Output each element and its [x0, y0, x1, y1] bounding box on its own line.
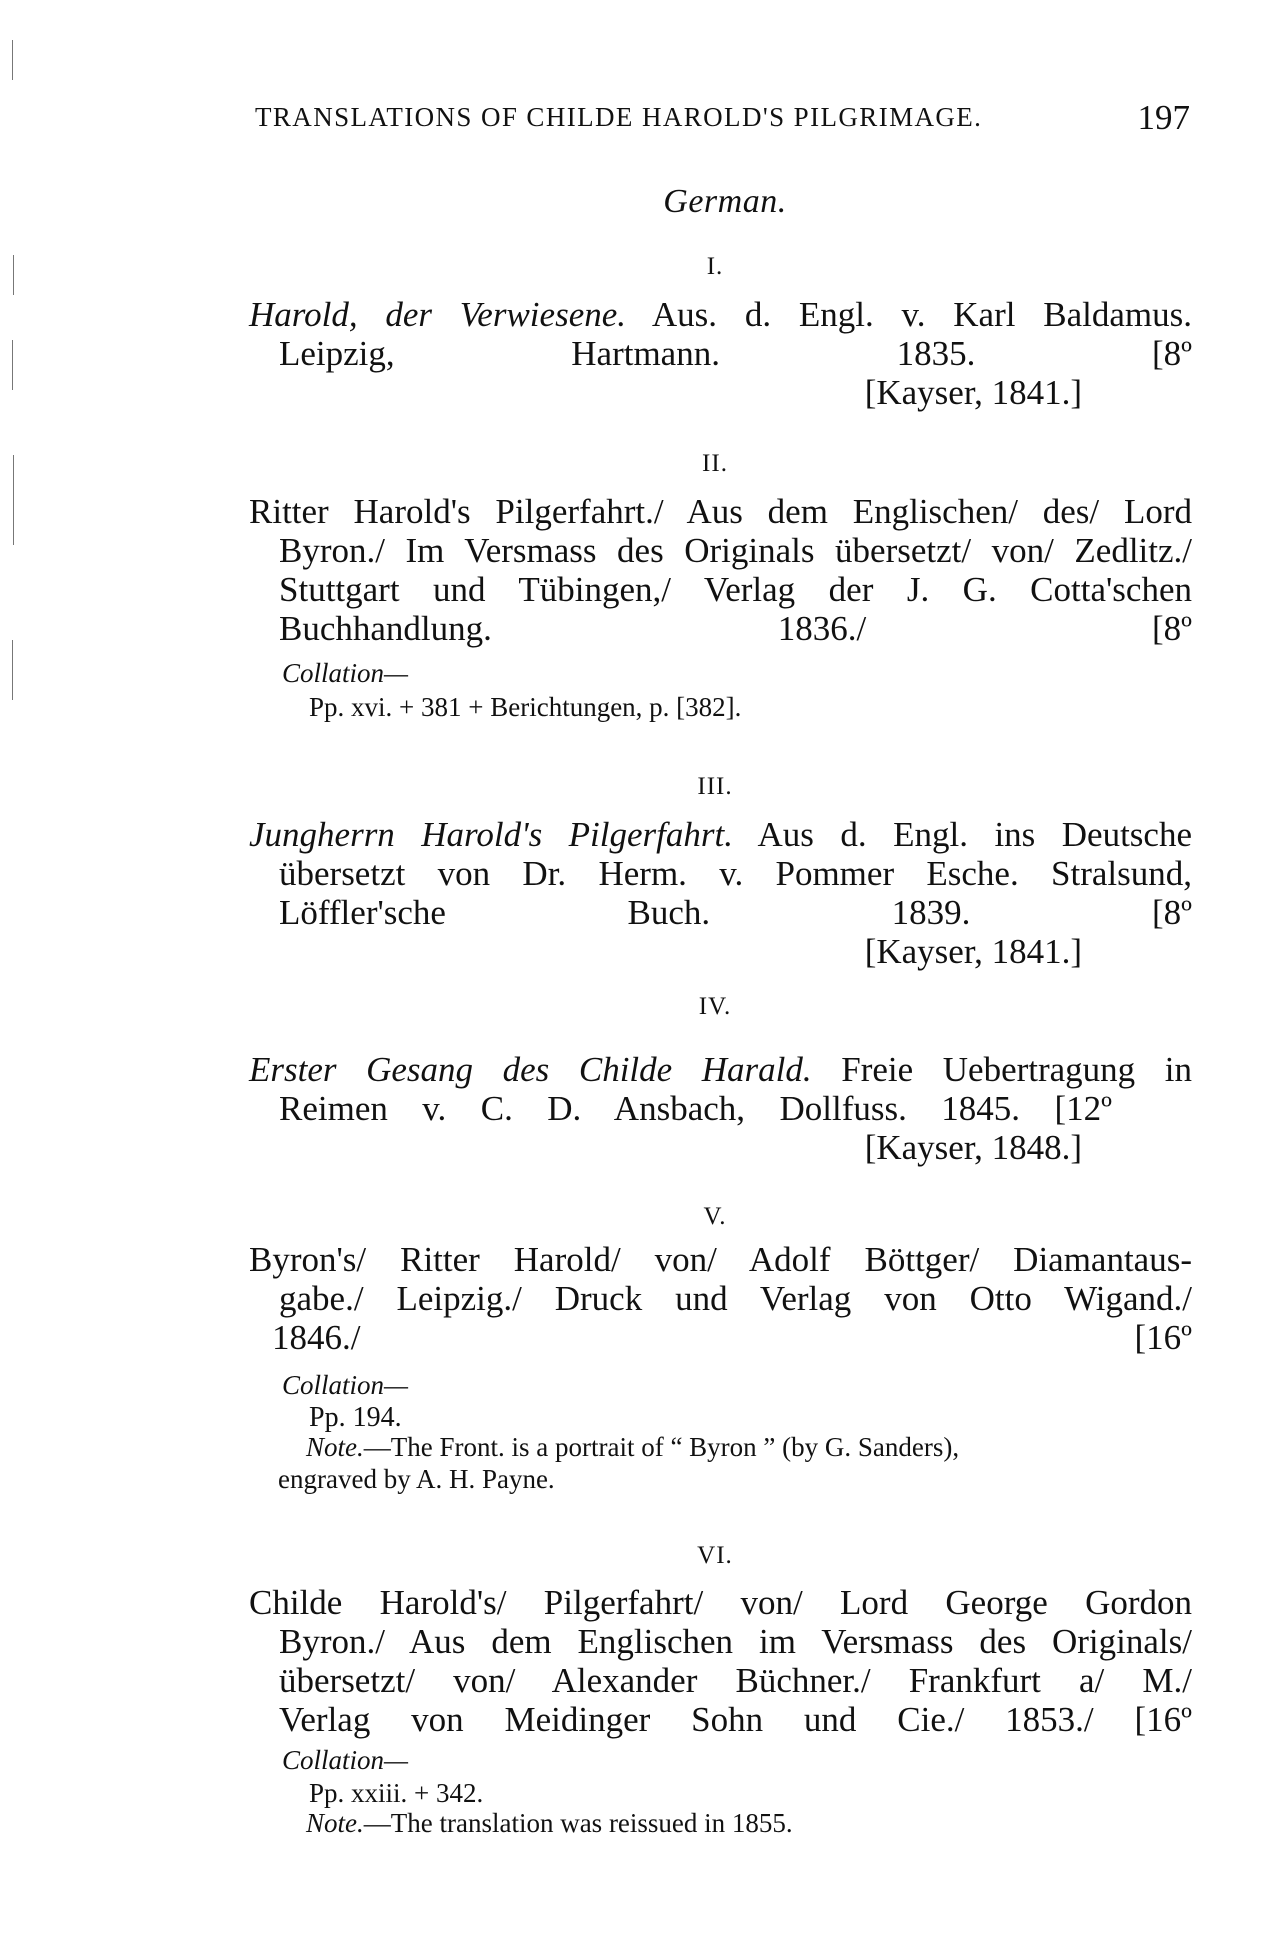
running-head: [255, 98, 1190, 144]
note-text: —The translation was reissued in 1855.: [363, 1808, 793, 1838]
entry-line: [249, 1050, 1192, 1089]
entry-source: [Kayser, 1841.]: [864, 373, 1082, 412]
entry-line: Ritter Harold's Pilgerfahrt./ Aus dem Englischen/ des/ Lord: [249, 492, 1192, 531]
entry-line: [249, 1318, 1192, 1357]
entry-3: [249, 815, 1192, 971]
note-text: —The Front. is a portrait of “ Byron ” (by G. Sanders),: [363, 1432, 960, 1462]
entry-line: Byron's/ Ritter Harold/ von/ Adolf Böttger/ Diamantaus-: [249, 1240, 1192, 1279]
entry-line: Childe Harold's/ Pilgerfahrt/ von/ Lord George Gordon: [249, 1583, 1192, 1622]
entry-text: 1846./: [272, 1318, 361, 1357]
entry-6: [249, 1583, 1192, 1739]
collation-text: Pp. xxiii. + 342.: [309, 1778, 484, 1808]
entry-text: Freie Uebertragung in: [841, 1050, 1192, 1089]
note-label: Note.: [306, 1808, 364, 1838]
entry-line: [249, 609, 1192, 648]
note-line: [306, 1808, 793, 1839]
entry-format: [8º: [1151, 893, 1192, 932]
note-text: engraved by A. H. Payne.: [278, 1464, 555, 1494]
collation-text: Pp. xvi. + 381 + Berichtungen, p. [382].: [309, 692, 742, 722]
entry-title: Jungherrn Harold's Pilgerfahrt.: [249, 815, 733, 854]
collation-label: Collation—: [282, 1745, 409, 1775]
entry-text: Verlag von Meidinger Sohn und Cie./ 1853./: [279, 1700, 1094, 1739]
entry-numeral: III.: [697, 773, 733, 800]
collation-label: Collation—: [282, 1370, 409, 1400]
entry-text: Leipzig, Hartmann. 1835.: [279, 334, 976, 373]
entry-source: [Kayser, 1848.]: [864, 1128, 1082, 1167]
collation-text: Pp. 194.: [309, 1402, 402, 1433]
entry-format: [12º: [1054, 1089, 1112, 1128]
page-number: 197: [1137, 98, 1190, 137]
entry-line: [249, 1089, 1192, 1128]
entry-text: Reimen v. C. D. Ansbach, Dollfuss. 1845.: [279, 1089, 1021, 1128]
entry-line: Byron./ Aus dem Englischen im Versmass des Originals/: [279, 1622, 1192, 1661]
margin-scan-marks: [0, 0, 30, 1959]
running-title: TRANSLATIONS OF CHILDE HAROLD'S PILGRIMAGE.: [255, 102, 983, 132]
section-title: German.: [663, 183, 787, 220]
entry-numeral: VI.: [697, 1542, 733, 1569]
entry-line: [249, 1700, 1192, 1739]
entry-line: übersetzt von Dr. Herm. v. Pommer Esche. Stralsund,: [279, 854, 1192, 893]
entry-title: Erster Gesang des Childe Harald.: [249, 1050, 812, 1089]
entry-line: [249, 815, 1192, 854]
entry-line: Stuttgart und Tübingen,/ Verlag der J. G. Cotta'schen: [279, 570, 1192, 609]
entry-numeral: I.: [706, 253, 724, 280]
entry-source: [Kayser, 1841.]: [864, 932, 1082, 971]
entry-line: übersetzt/ von/ Alexander Büchner./ Frankfurt a/ M./: [279, 1661, 1192, 1700]
entry-numeral: II.: [702, 450, 728, 477]
entry-text: Buchhandlung. 1836./: [279, 609, 867, 648]
entry-line: [249, 893, 1192, 932]
entry-text: Aus d. Engl. ins Deutsche: [757, 815, 1192, 854]
entry-format: [16º: [1134, 1700, 1193, 1739]
entry-format: [16º: [1134, 1318, 1192, 1357]
entry-text: Löffler'sche Buch. 1839.: [279, 893, 971, 932]
note-line: [306, 1432, 959, 1463]
entry-5: [249, 1240, 1192, 1357]
entry-line: [249, 295, 1192, 334]
entry-format: [8º: [1151, 334, 1192, 373]
entry-numeral: V.: [703, 1203, 727, 1230]
entry-1: [249, 295, 1192, 412]
note-label: Note.: [306, 1432, 364, 1462]
entry-2: [249, 492, 1192, 648]
entry-line: gabe./ Leipzig./ Druck und Verlag von Otto Wigand./: [279, 1279, 1192, 1318]
entry-line: [249, 334, 1192, 373]
entry-line: Byron./ Im Versmass des Originals übersetzt/ von/ Zedlitz./: [279, 531, 1192, 570]
entry-format: [8º: [1151, 609, 1192, 648]
entry-numeral: IV.: [698, 993, 732, 1020]
entry-4: [249, 1050, 1192, 1167]
collation-label: Collation—: [282, 658, 409, 688]
entry-title: Harold, der Verwiesene.: [249, 295, 627, 334]
entry-text: Aus. d. Engl. v. Karl Baldamus.: [651, 295, 1192, 334]
